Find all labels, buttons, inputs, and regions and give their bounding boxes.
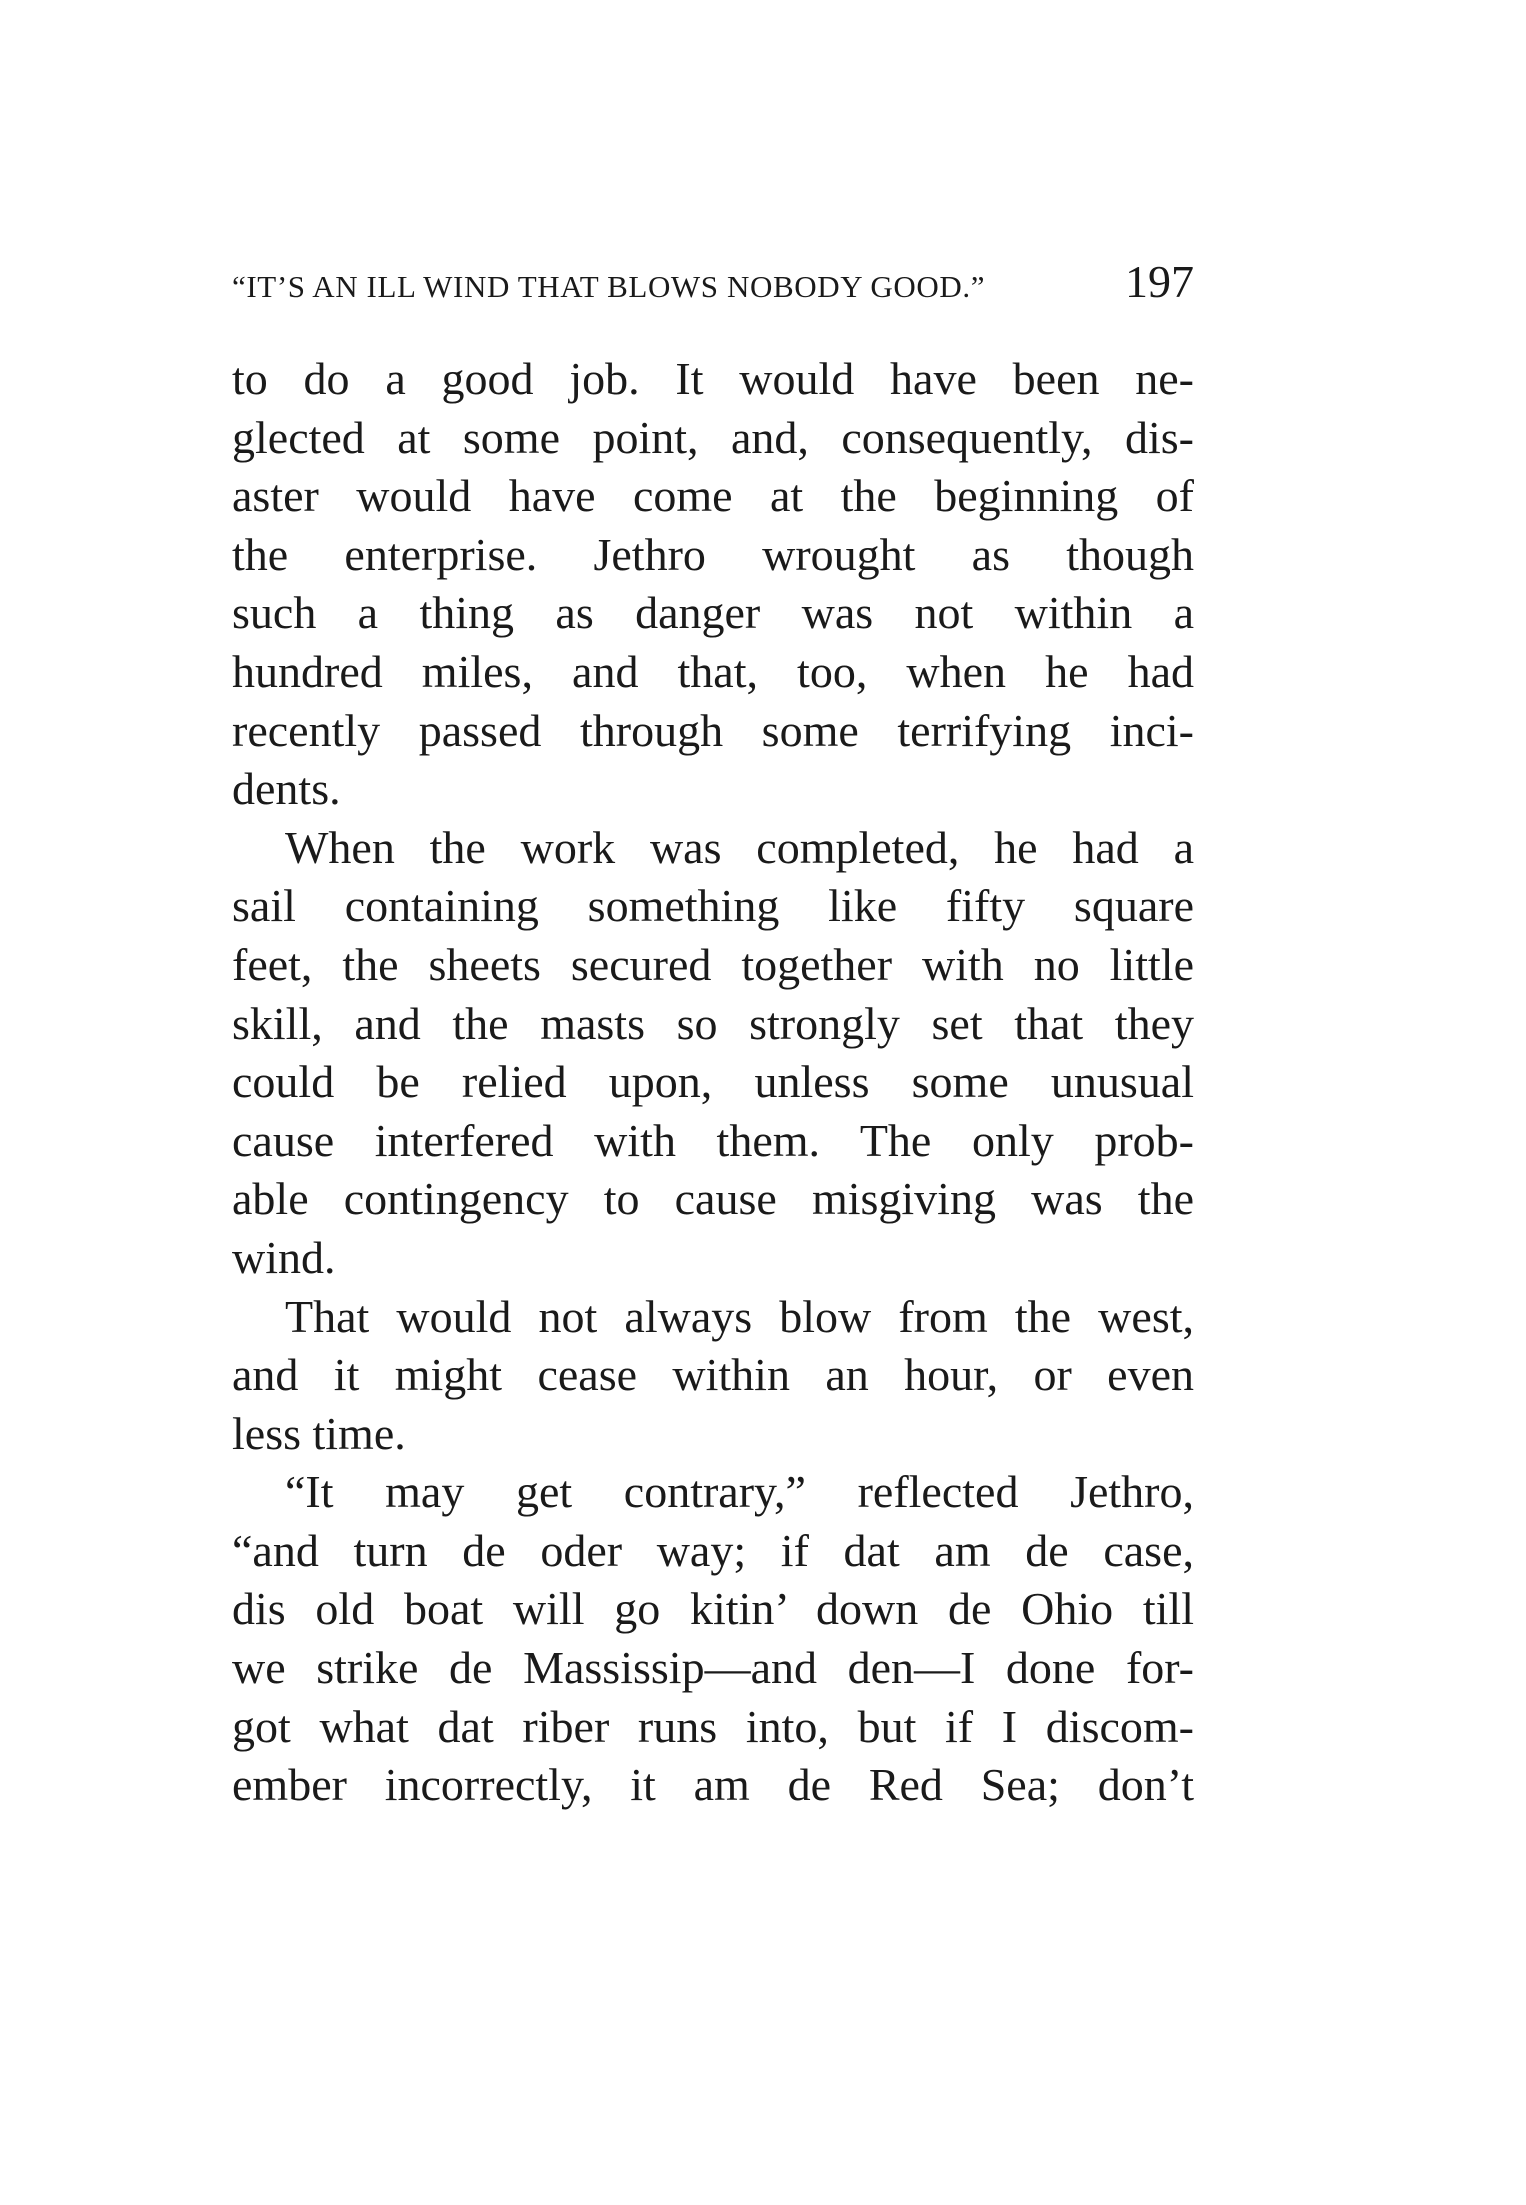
text-line: “and turn de oder way; if dat am de case, — [232, 1524, 1194, 1576]
text-line: less time. — [232, 1407, 406, 1459]
text-line: dents. — [232, 763, 341, 815]
text-line: to do a good job. It would have been ne- — [232, 353, 1194, 404]
running-title: “IT’S AN ILL WIND THAT BLOWS NOBODY GOOD.” — [232, 269, 986, 304]
text-line: and it might cease within an hour, or even — [232, 1349, 1194, 1401]
text-line: ember incorrectly, it am de Red Sea; don’t — [232, 1759, 1194, 1811]
text-line: feet, the sheets secured together with no little — [232, 938, 1194, 990]
text-line: could be relied upon, unless some unusual — [232, 1056, 1194, 1108]
body-text — [232, 350, 1194, 1815]
text-line: recently passed through some terrifying inci- — [232, 704, 1194, 756]
text-line: That would not always blow from the west, — [285, 1290, 1194, 1342]
text-line: able contingency to cause misgiving was the — [232, 1173, 1194, 1225]
text-line: wind. — [232, 1231, 336, 1283]
text-line: cause interfered with them. The only prob- — [232, 1114, 1194, 1166]
text-line: When the work was completed, he had a — [285, 821, 1194, 873]
text-line: such a thing as danger was not within a — [232, 587, 1194, 639]
running-head — [232, 255, 1194, 315]
page-number: 197 — [1125, 256, 1194, 307]
text-line: got what dat riber runs into, but if I discom- — [232, 1700, 1194, 1752]
text-line: dis old boat will go kitin’ down de Ohio till — [232, 1583, 1194, 1635]
text-line: aster would have come at the beginning of — [232, 470, 1194, 522]
text-line: the enterprise. Jethro wrought as though — [232, 528, 1194, 580]
text-line: skill, and the masts so strongly set that they — [232, 997, 1194, 1049]
text-line: sail containing something like fifty square — [232, 880, 1194, 932]
text-line: we strike de Massissip—and den—I done for- — [232, 1642, 1194, 1694]
text-line: glected at some point, and, consequently, dis- — [232, 411, 1194, 463]
text-line: hundred miles, and that, too, when he had — [232, 645, 1194, 697]
text-line: “It may get contrary,” reflected Jethro, — [285, 1466, 1194, 1518]
